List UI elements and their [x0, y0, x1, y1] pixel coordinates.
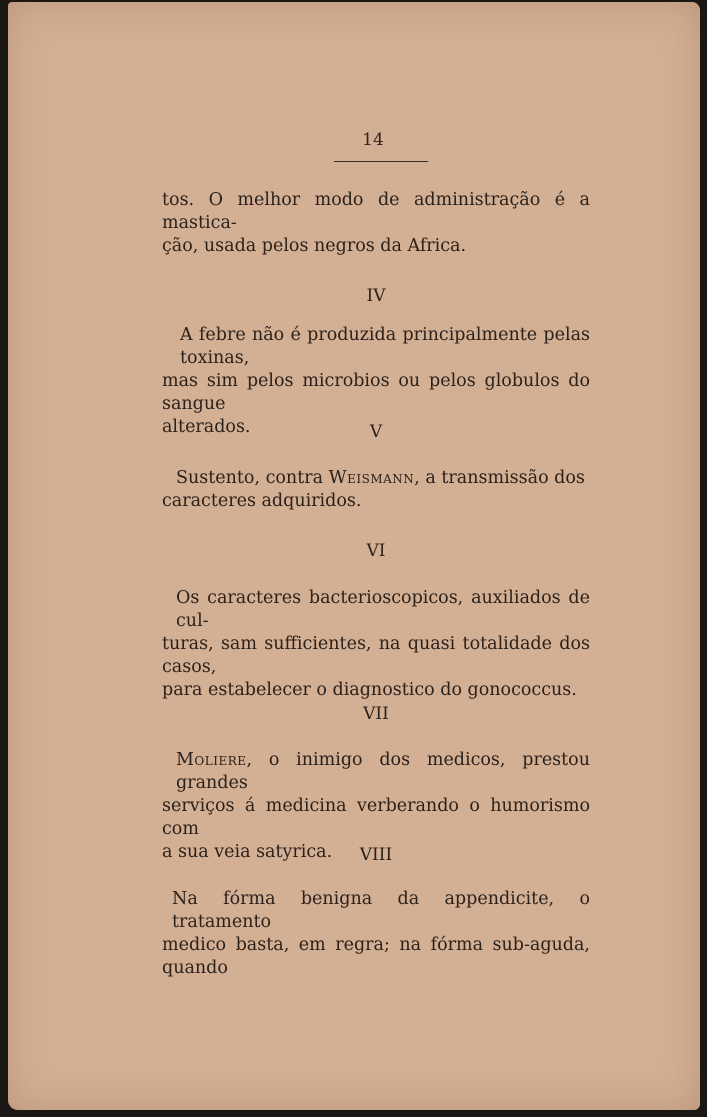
paragraph-vi	[162, 587, 590, 702]
text-line: A febre não é produzida principalmente pelas toxinas,	[180, 325, 590, 368]
text-line: ção, usada pelos negros da Africa.	[162, 236, 467, 256]
text-fragment: , o inimigo dos medicos, prestou grandes	[176, 750, 590, 793]
section-heading-v: V	[369, 422, 383, 442]
text-line: a sua veia satyrica.	[162, 842, 333, 862]
author-name-moliere: Moliere	[176, 750, 247, 770]
text-line: Na fórma benigna da appendicite, o tratamento	[172, 889, 590, 932]
text-line: alterados.	[162, 417, 251, 437]
book-page	[8, 2, 700, 1110]
paragraph-v	[162, 467, 590, 513]
text-line: tos. O melhor modo de administração é a mastica-	[162, 190, 590, 233]
header-rule	[334, 161, 428, 162]
text-line: turas, sam sufficientes, na quasi totalidade dos casos,	[162, 634, 590, 677]
text-line	[162, 749, 590, 795]
text-line: mas sim pelos microbios ou pelos globulos do sangue	[162, 371, 590, 414]
section-heading-iv: IV	[366, 286, 386, 306]
text-line: serviços á medicina verberando o humorismo com	[162, 796, 590, 839]
paragraph-viii	[162, 888, 590, 980]
text-line: medico basta, em regra; na fórma sub-aguda, quando	[162, 935, 590, 978]
text-line	[162, 467, 590, 490]
text-line: caracteres adquiridos.	[162, 491, 362, 511]
text-fragment: , a transmissão dos	[414, 468, 585, 488]
section-heading-vii: VII	[363, 704, 389, 724]
section-heading-viii: VIII	[359, 845, 393, 865]
page-number: 14	[362, 130, 384, 150]
section-heading-vi: VI	[366, 541, 386, 561]
author-name-weismann: Weismann	[328, 468, 415, 488]
text-line: Os caracteres bacterioscopicos, auxiliados de cul-	[176, 588, 590, 631]
text-line: para estabelecer o diagnostico do gonococcus.	[162, 680, 577, 700]
text-fragment: Sustento, contra	[176, 468, 329, 488]
paragraph-intro	[162, 189, 590, 258]
